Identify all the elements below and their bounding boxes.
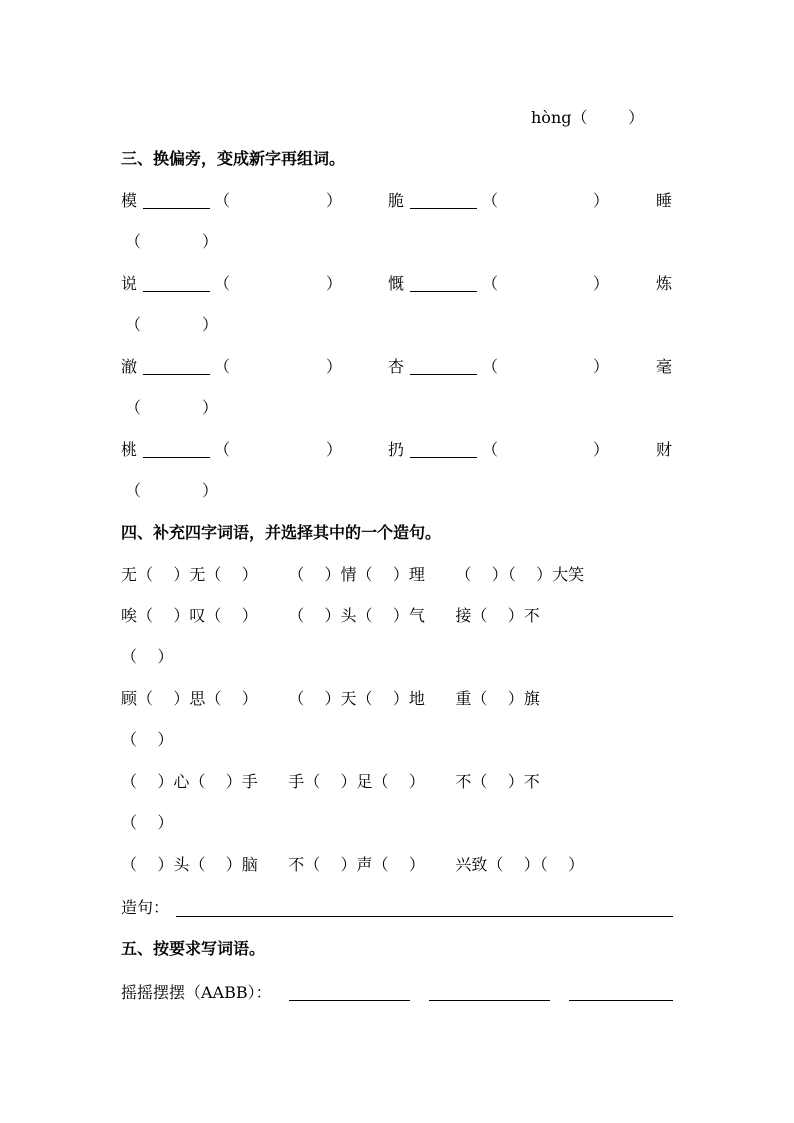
- char-item: 慨: [388, 274, 405, 293]
- char-item: 杏: [388, 357, 405, 376]
- paren-close: ）: [326, 274, 343, 293]
- char-item: 澈: [121, 357, 138, 376]
- answer-blank[interactable]: [410, 374, 477, 375]
- paren-open: （: [482, 440, 499, 459]
- section-4-title: 四、补充四字词语，并选择其中的一个造句。: [121, 523, 442, 542]
- paren-close: ）: [202, 232, 219, 251]
- paren-open: （: [125, 315, 142, 334]
- paren-close: ）: [593, 357, 610, 376]
- answer-blank[interactable]: [429, 1000, 550, 1001]
- char-item: 睡: [656, 191, 673, 210]
- paren-open: （: [214, 191, 231, 210]
- paren-open: （: [125, 398, 142, 417]
- char-item: 说: [121, 274, 138, 293]
- answer-blank[interactable]: [143, 374, 210, 375]
- paren-close: ）: [593, 191, 610, 210]
- pinyin-item: hòng（ ）: [531, 108, 645, 127]
- paren-open: （: [125, 232, 142, 251]
- paren-open: （: [482, 274, 499, 293]
- paren-close: ）: [202, 315, 219, 334]
- char-item: 桃: [121, 440, 138, 459]
- paren-open: （: [482, 191, 499, 210]
- answer-blank[interactable]: [410, 457, 477, 458]
- idiom-row: 无（ ）无（ ） （ ）情（ ）理 （ ）（ ）大笑: [121, 565, 585, 584]
- answer-blank[interactable]: [289, 1000, 410, 1001]
- paren-close: ）: [202, 398, 219, 417]
- idiom-row: 唉（ ）叹（ ） （ ）头（ ）气 接（ ）不: [121, 606, 540, 625]
- paren-open: （: [214, 274, 231, 293]
- char-item: 模: [121, 191, 138, 210]
- sentence-blank[interactable]: [176, 916, 673, 917]
- idiom-row: （ ）: [121, 647, 174, 666]
- char-item: 财: [656, 440, 673, 459]
- answer-blank[interactable]: [410, 291, 477, 292]
- idiom-row: （ ）: [121, 730, 174, 749]
- paren-close: ）: [326, 357, 343, 376]
- paren-close: ）: [593, 440, 610, 459]
- char-item: 炼: [656, 274, 673, 293]
- idiom-row: （ ）心（ ）手 手（ ）足（ ） 不（ ）不: [121, 772, 540, 791]
- paren-open: （: [125, 481, 142, 500]
- sentence-label: 造句：: [121, 898, 170, 917]
- paren-open: （: [214, 357, 231, 376]
- paren-open: （: [482, 357, 499, 376]
- answer-blank[interactable]: [143, 208, 210, 209]
- paren-close: ）: [202, 481, 219, 500]
- char-item: 扔: [388, 440, 405, 459]
- paren-close: ）: [326, 440, 343, 459]
- idiom-row: （ ）: [121, 813, 174, 832]
- answer-blank[interactable]: [143, 291, 210, 292]
- answer-blank[interactable]: [569, 1000, 673, 1001]
- idiom-row: 顾（ ）思（ ） （ ）天（ ）地 重（ ）旗: [121, 689, 540, 708]
- section-3-title: 三、换偏旁，变成新字再组词。: [121, 149, 346, 168]
- answer-blank[interactable]: [143, 457, 210, 458]
- char-item: 毫: [656, 357, 673, 376]
- item-label: 摇摇摆摆（AABB）：: [121, 983, 272, 1002]
- char-item: 脆: [388, 191, 405, 210]
- answer-blank[interactable]: [410, 208, 477, 209]
- paren-open: （: [214, 440, 231, 459]
- paren-close: ）: [326, 191, 343, 210]
- paren-close: ）: [593, 274, 610, 293]
- idiom-row: （ ）头（ ）脑 不（ ）声（ ） 兴致（ ）（ ）: [121, 855, 585, 874]
- section-5-title: 五、按要求写词语。: [121, 939, 266, 958]
